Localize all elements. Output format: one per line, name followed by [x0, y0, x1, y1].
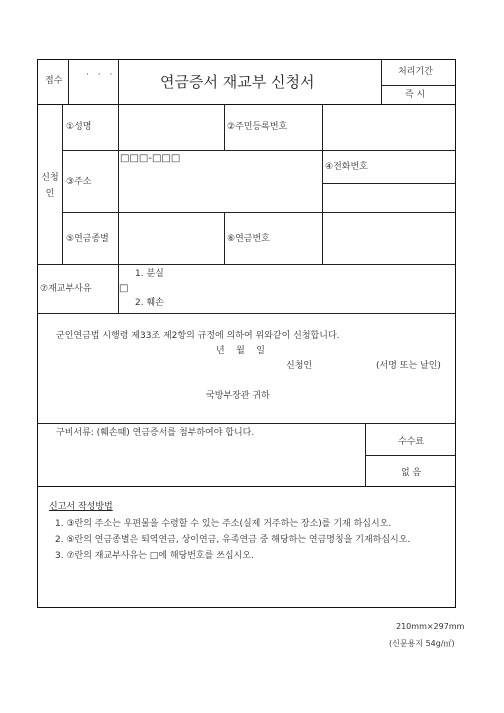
processing-period-value: 즉 시	[405, 90, 426, 100]
reason-option-damaged: 2. 훼손	[135, 298, 164, 308]
fee-value: 없 음	[401, 468, 422, 478]
reason-label: ⑦재교부사유	[40, 284, 92, 294]
phone-label: ④전화번호	[325, 162, 368, 172]
processing-period-label: 처리기간	[398, 67, 433, 77]
pension-type-field[interactable]	[119, 213, 223, 263]
paper-type: (신문용지 54g/㎡)	[389, 639, 455, 648]
name-field[interactable]	[119, 105, 223, 149]
address-label: ③주소	[66, 177, 92, 187]
form-title: 연금증서 재교부 신청서	[160, 73, 315, 91]
postal-code-boxes[interactable]: □□□-□□□	[120, 153, 181, 164]
receipt-value: · · ·	[86, 70, 116, 80]
addressee: 국방부장관 귀하	[206, 391, 270, 401]
resident-id-label: ②주민등록번호	[227, 122, 288, 132]
name-label: ①성명	[66, 122, 92, 132]
declaration-date[interactable]: 년 월 일	[216, 346, 265, 356]
phone-field[interactable]	[323, 184, 454, 211]
fee-label: 수수료	[398, 437, 425, 447]
instruction-item: 2. ⑤란의 연금종별은 퇴역연금, 상이연금, 유족연금 중 해당하는 연금명칭을 기재하십시오.	[55, 535, 411, 545]
instruction-item: 3. ⑦란의 재교부사유는 □에 해당번호를 쓰십시오.	[55, 551, 254, 561]
pension-type-label: ⑤연금종별	[66, 234, 109, 244]
paper-size: 210mm×297mm	[396, 622, 465, 631]
instruction-item: 1. ③란의 주소는 우편물을 수령할 수 있는 주소(실제 거주하는 장소)를 기재 하십시오.	[55, 519, 392, 529]
applicant-section-label: 신청인	[41, 173, 59, 199]
resident-id-field[interactable]	[323, 105, 454, 149]
pension-number-label: ⑥연금번호	[227, 234, 270, 244]
address-field[interactable]	[119, 168, 321, 211]
signature-note: (서명 또는 날인)	[376, 361, 441, 371]
required-documents-text: 구비서류: (훼손때) 연금증서를 첨부하여야 합니다.	[56, 428, 255, 438]
receipt-label: 접수	[45, 76, 63, 86]
instructions-title: 신고서 작성방법	[49, 502, 113, 512]
declaration-text: 군인연금법 시행령 제33조 제2항의 규정에 의하여 위와같이 신청합니다.	[56, 331, 340, 341]
reason-option-lost: 1. 분실	[135, 269, 164, 279]
pension-number-field[interactable]	[323, 213, 454, 263]
reason-checkbox[interactable]: □	[119, 283, 129, 294]
declaration-applicant-label: 신청인	[286, 361, 313, 371]
